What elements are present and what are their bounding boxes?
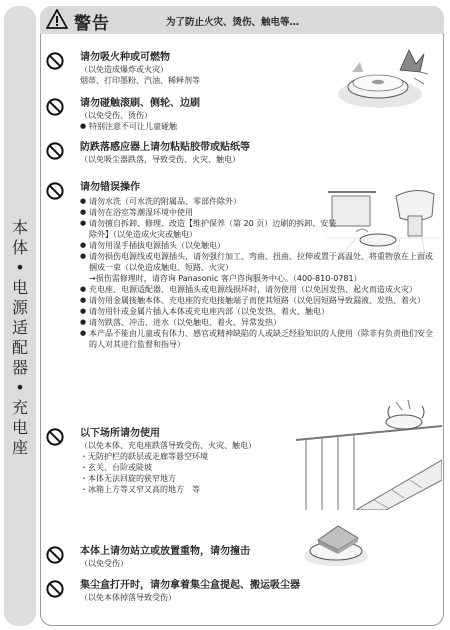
section-sensor: [46, 142, 436, 172]
bullet-item: ● 请勿损伤电源线或电源插头，请勿强行加工、弯曲、扭曲、拉伸或置于高温处、将重物放在上面或捆成一束（以免造成触电、短路、火灾）: [80, 251, 436, 273]
warning-subtitle: 为了防止火灾、烫伤、触电等…: [166, 17, 300, 28]
bullet-item: ● 请勿用金属接触本体、充电座的充电接触端子而使其短路（以免因短路导致漏液、发热、着火）: [80, 295, 436, 306]
prohibition-icon: [46, 580, 64, 598]
bullet-item: ● 本产品不能由儿童或有体力、感官或精神缺陷的人或缺乏经验知识的人使用（除非有负责他们安全的人对其进行监督和指导）: [80, 328, 436, 350]
section-dustbox: [46, 580, 436, 610]
section-note: （以免本体、充电座跌落导致受伤、火灾、触电）: [80, 441, 256, 450]
section-title: 以下场所请勿使用: [80, 428, 160, 439]
location-item: ・本体无法回旋的狭窄地方: [80, 474, 176, 483]
location-item: ・无防护栏的跃层或走廊等悬空环境: [80, 452, 208, 461]
side-char: 电: [11, 418, 28, 437]
side-char: 器: [11, 358, 28, 377]
section-misuse: [46, 182, 436, 412]
section-title: 请勿碰触滚刷、侧轮、边刷: [80, 98, 200, 109]
side-char: 适: [11, 318, 28, 337]
repair-note: →损伤需修理时，请咨询 Panasonic 客户咨询服务中心。（400-810-0781）: [89, 274, 362, 283]
section-note: （以免受伤、烫伤）: [80, 111, 152, 120]
bullet-item: ● 请勿擅自拆卸、修理、改造【维护保养（第 20 页）边刷的拆卸、安装除外】（以免造成火灾或触电）: [80, 218, 344, 240]
side-char: 配: [11, 338, 28, 357]
section-title: 防跌落感应器上请勿粘贴胶带或贴纸等: [80, 142, 250, 153]
side-char: 源: [11, 298, 28, 317]
side-char: 充: [11, 398, 28, 417]
prohibition-icon: [46, 546, 64, 564]
bullet-item: ● 请勿用针或金属片插入本体或充电座内部（以免发热、着火、触电）: [80, 306, 436, 317]
section-title: 请勿错误操作: [80, 182, 140, 193]
side-label: [4, 218, 36, 458]
prohibition-icon: [46, 428, 64, 446]
stairs-illustration: [296, 400, 442, 510]
bullet-item: ● 请勿用湿手插拔电源插头（以免触电）: [80, 240, 436, 251]
section-note: （以免吸尘器跌落，导致受伤、火灾、触电）: [80, 155, 240, 164]
side-char: 电: [11, 278, 28, 297]
side-char: 体: [11, 238, 28, 257]
warning-header: [40, 6, 444, 34]
section-title: 本体上请勿站立或放置重物，请勿撞击: [80, 546, 250, 557]
section-stand: [46, 546, 346, 572]
section-note: （以免本体掉落导致受伤）: [80, 593, 176, 602]
robot-fire-illustration: [330, 42, 438, 112]
side-tab: [4, 6, 36, 626]
side-char: •: [15, 258, 25, 277]
prohibition-icon: [46, 182, 64, 200]
prohibition-icon: [46, 142, 64, 160]
section-title: 集尘盒打开时，请勿拿着集尘盒提起、搬运吸尘器: [80, 580, 300, 591]
section-note: 烟蒂、打印墨粉、汽油、稀释剂等: [80, 76, 200, 85]
bullet-item: ● 特别注意不可让儿童碰触: [80, 121, 436, 132]
bullet-item: ● 请勿水洗（可水洗的附属品、零部件除外）: [80, 196, 339, 207]
location-item: ・冰箱上方等又窄又高的地方 等: [80, 485, 200, 494]
bullet-item: ● 充电座、电源适配器、电源插头或电源线损坏时，请勿使用（以免因发热、起火而造成火灾）: [80, 284, 436, 295]
prohibition-icon: [46, 52, 64, 70]
section-note: （以免受伤）: [80, 559, 128, 568]
bullet-item: ● 请勿在浴室等潮湿环境中使用: [80, 207, 339, 218]
side-char: 本: [11, 218, 28, 237]
section-title: 请勿吸火种或可燃物: [80, 52, 170, 63]
side-char: 座: [11, 438, 28, 457]
section-note: （以免造成爆炸或火灾）: [80, 65, 168, 74]
section-locations: [46, 428, 296, 508]
bullet-item: ● 请勿跌落、冲击、进水（以免触电、着火、异常发热）: [80, 317, 436, 328]
side-char: •: [15, 378, 25, 397]
warning-label: 警告: [74, 14, 110, 34]
location-item: ・玄关、台阶或陡坡: [80, 463, 152, 472]
warning-triangle-icon: [46, 9, 68, 29]
prohibition-icon: [46, 98, 64, 116]
